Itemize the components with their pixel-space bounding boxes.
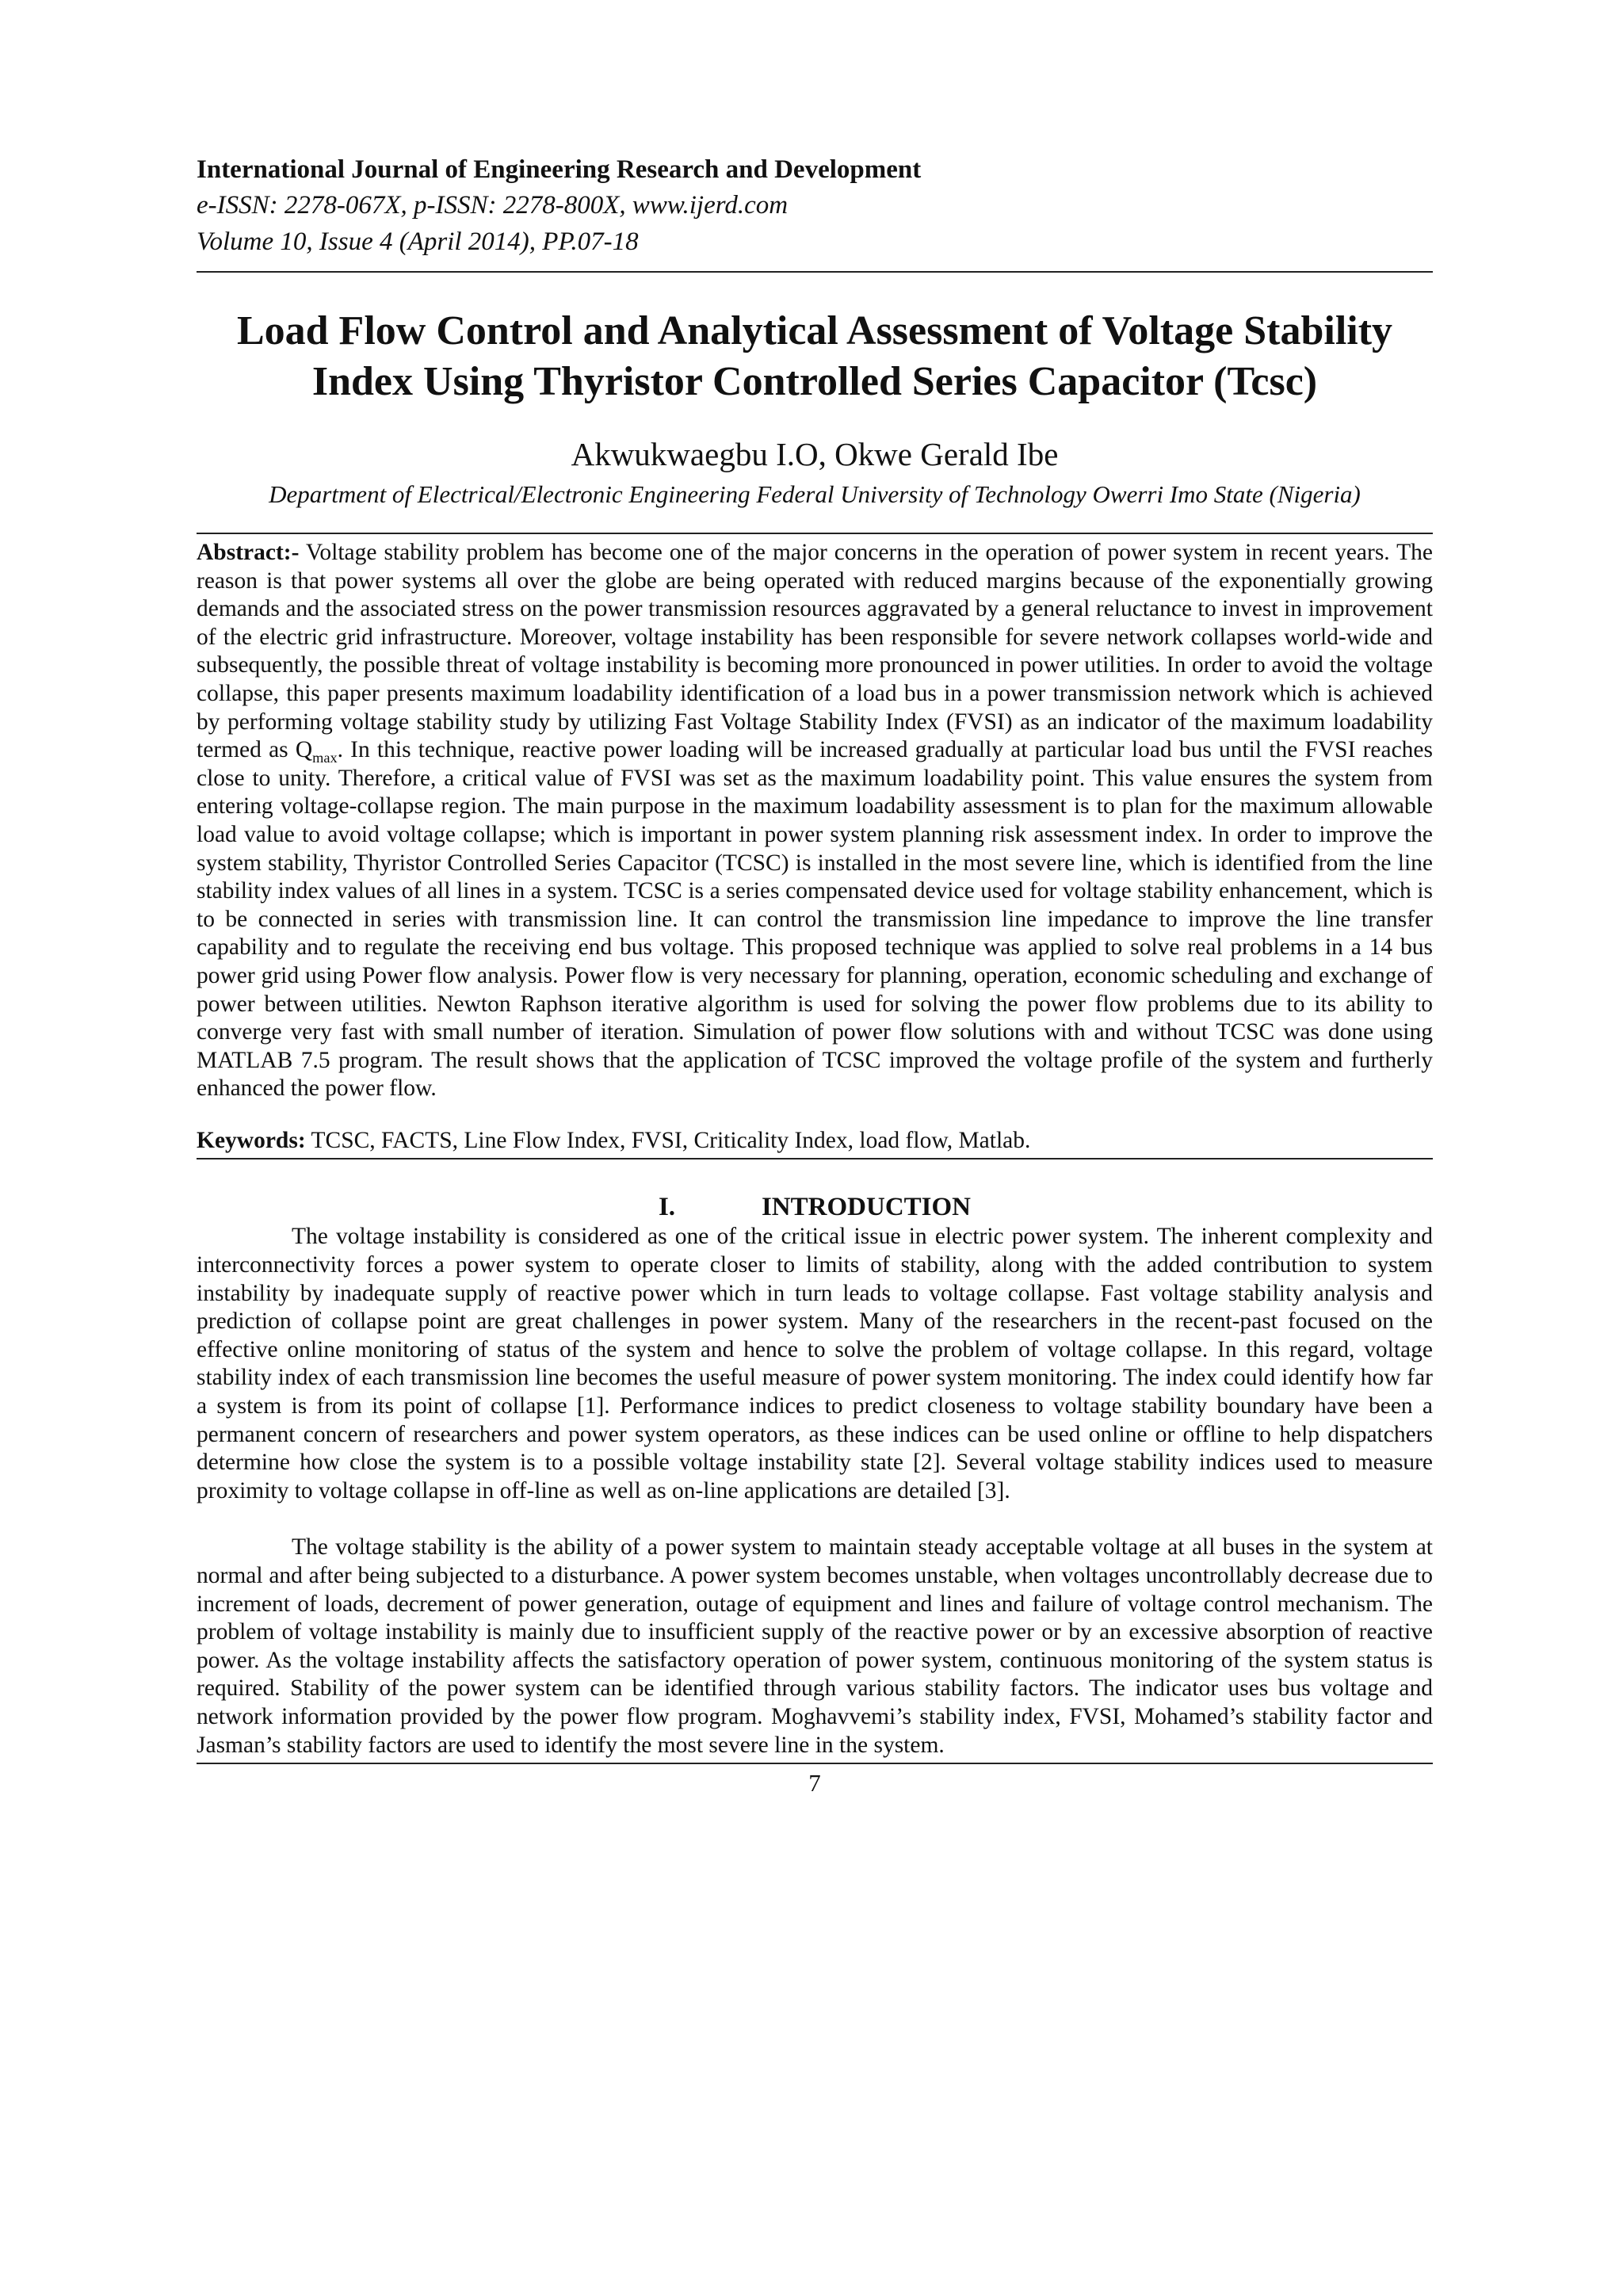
paper-authors: Akwukwaegbu I.O, Okwe Gerald Ibe [571, 436, 1059, 472]
paper-page [197, 152, 1433, 1799]
abstract-label: Abstract:- [197, 540, 300, 565]
volume-line: Volume 10, Issue 4 (April 2014), PP.07-18 [197, 227, 639, 256]
page-number: 7 [808, 1769, 821, 1797]
intro-paragraph-1: The voltage instability is considered as one of the critical issue in electric power system. The inherent complexity and interconnectivity forces a power system to operate closer to limits of stability, along with the added contribution to system instability by inadequate supply of reactive power which in turn leads to voltage collapse. Fast voltage stability analysis and prediction of collapse point are great challenges in power system. Many of the researchers in the recent-past focused on the effective online monitoring of status of the system and hence to solve the problem of voltage collapse. In this regard, voltage stability index of each transmission line becomes the useful measure of power system monitoring. The index could identify how far a system is from its point of collapse [1]. Performance indices to predict closeness to voltage stability boundary have been a permanent concern of researchers and power system operators, as these indices can be used online or offline to help dispatchers determine how close the system is to a possible voltage instability state [2]. Several voltage stability indices used to measure proximity to voltage collapse in off-line as well as on-line applications are detailed [3]. [197, 1224, 1433, 1503]
qmax-subscript: max [312, 750, 338, 766]
journal-header [197, 152, 1433, 260]
footer-divider [197, 1763, 1433, 1764]
section-heading-introduction [197, 1191, 1433, 1223]
abstract-divider [197, 533, 1433, 534]
abstract-text-part1: Voltage stability problem has become one of the major concerns in the operation of power system in recent years. The reason is that power systems all over the globe are being operated with reduced margins because of the exponentially growing demands and the associated stress on the power transmission resources aggravated by a general reluctance to invest in improvement of the electric grid infrastructure. Moreover, voltage instability has been responsible for severe network collapses world-wide and subsequently, the possible threat of voltage instability is becoming more pronounced in power utilities. In order to avoid the voltage collapse, this paper presents maximum loadability identification of a load bus in a power transmission network which is achieved by performing voltage stability study by utilizing Fast Voltage Stability Index (FVSI) as an indicator of the maximum loadability termed as Q [197, 540, 1433, 763]
header-divider [197, 271, 1433, 273]
paper-title: Load Flow Control and Analytical Assessment of Voltage Stability Index Using Thyristor Controlled Series Capacitor (Tcsc) [236, 308, 1393, 404]
keywords-text: TCSC, FACTS, Line Flow Index, FVSI, Criticality Index, load flow, Matlab. [311, 1127, 1031, 1153]
journal-name: International Journal of Engineering Research and Development [197, 155, 922, 184]
keywords-label: Keywords: [197, 1127, 306, 1153]
keywords-divider [197, 1158, 1433, 1159]
abstract-text-part2: . In this technique, reactive power loading will be increased gradually at particular load bus until the FVSI reaches close to unity. Therefore, a critical value of FVSI was set as the maximum loadability point. This value ensures the system from entering voltage-collapse region. The main purpose in the maximum loadability assessment is to plan for the maximum allowable load value to avoid voltage collapse; which is important in power system planning risk assessment index. In order to improve the system stability, Thyristor Controlled Series Capacitor (TCSC) is installed in the most severe line, which is identified from the line stability index values of all lines in a system. TCSC is a series compensated device used for voltage stability enhancement, which is to be connected in series with transmission line. It can control the transmission line impedance to improve the line transfer capability and to regulate the receiving end bus voltage. This proposed technique was applied to solve real problems in a 14 bus power grid using Power flow analysis. Power flow is very necessary for planning, operation, economic scheduling and exchange of power between utilities. Newton Raphson iterative algorithm is used for solving the power flow problems due to its ability to converge very fast with small number of iteration. Simulation of power flow solutions with and without TCSC was done using MATLAB 7.5 program. The result shows that the application of TCSC improved the voltage profile of the system and furtherly enhanced the power flow. [197, 737, 1434, 1102]
abstract [197, 539, 1433, 1103]
section-number: I. [658, 1193, 676, 1222]
intro-paragraph-2: The voltage stability is the ability of a power system to maintain steady acceptable voltage at all buses in the system at normal and after being subjected to a disturbance. A power system becomes unstable, when voltages uncontrollably decrease due to increment of loads, decrement of power generation, outage of equipment and lines and failure of voltage control mechanism. The problem of voltage instability is mainly due to insufficient supply of the reactive power or by an excessive absorption of reactive power. As the voltage instability affects the satisfactory operation of power system, continuous monitoring of the system status is required. Stability of the power system can be identified through various stability factors. The indicator uses bus voltage and network information provided by the power flow program. Moghavvemi’s stability index, FVSI, Mohamed’s stability factor and Jasman’s stability factors are used to identify the most severe line in the system. [197, 1534, 1433, 1758]
issn-line: e-ISSN: 2278-067X, p-ISSN: 2278-800X, www.ijerd.com [197, 191, 789, 220]
section-title: INTRODUCTION [761, 1193, 972, 1222]
keywords [197, 1127, 1433, 1156]
paper-affiliation: Department of Electrical/Electronic Engineering Federal University of Technology Owerri Imo State (Nigeria) [269, 480, 1361, 508]
